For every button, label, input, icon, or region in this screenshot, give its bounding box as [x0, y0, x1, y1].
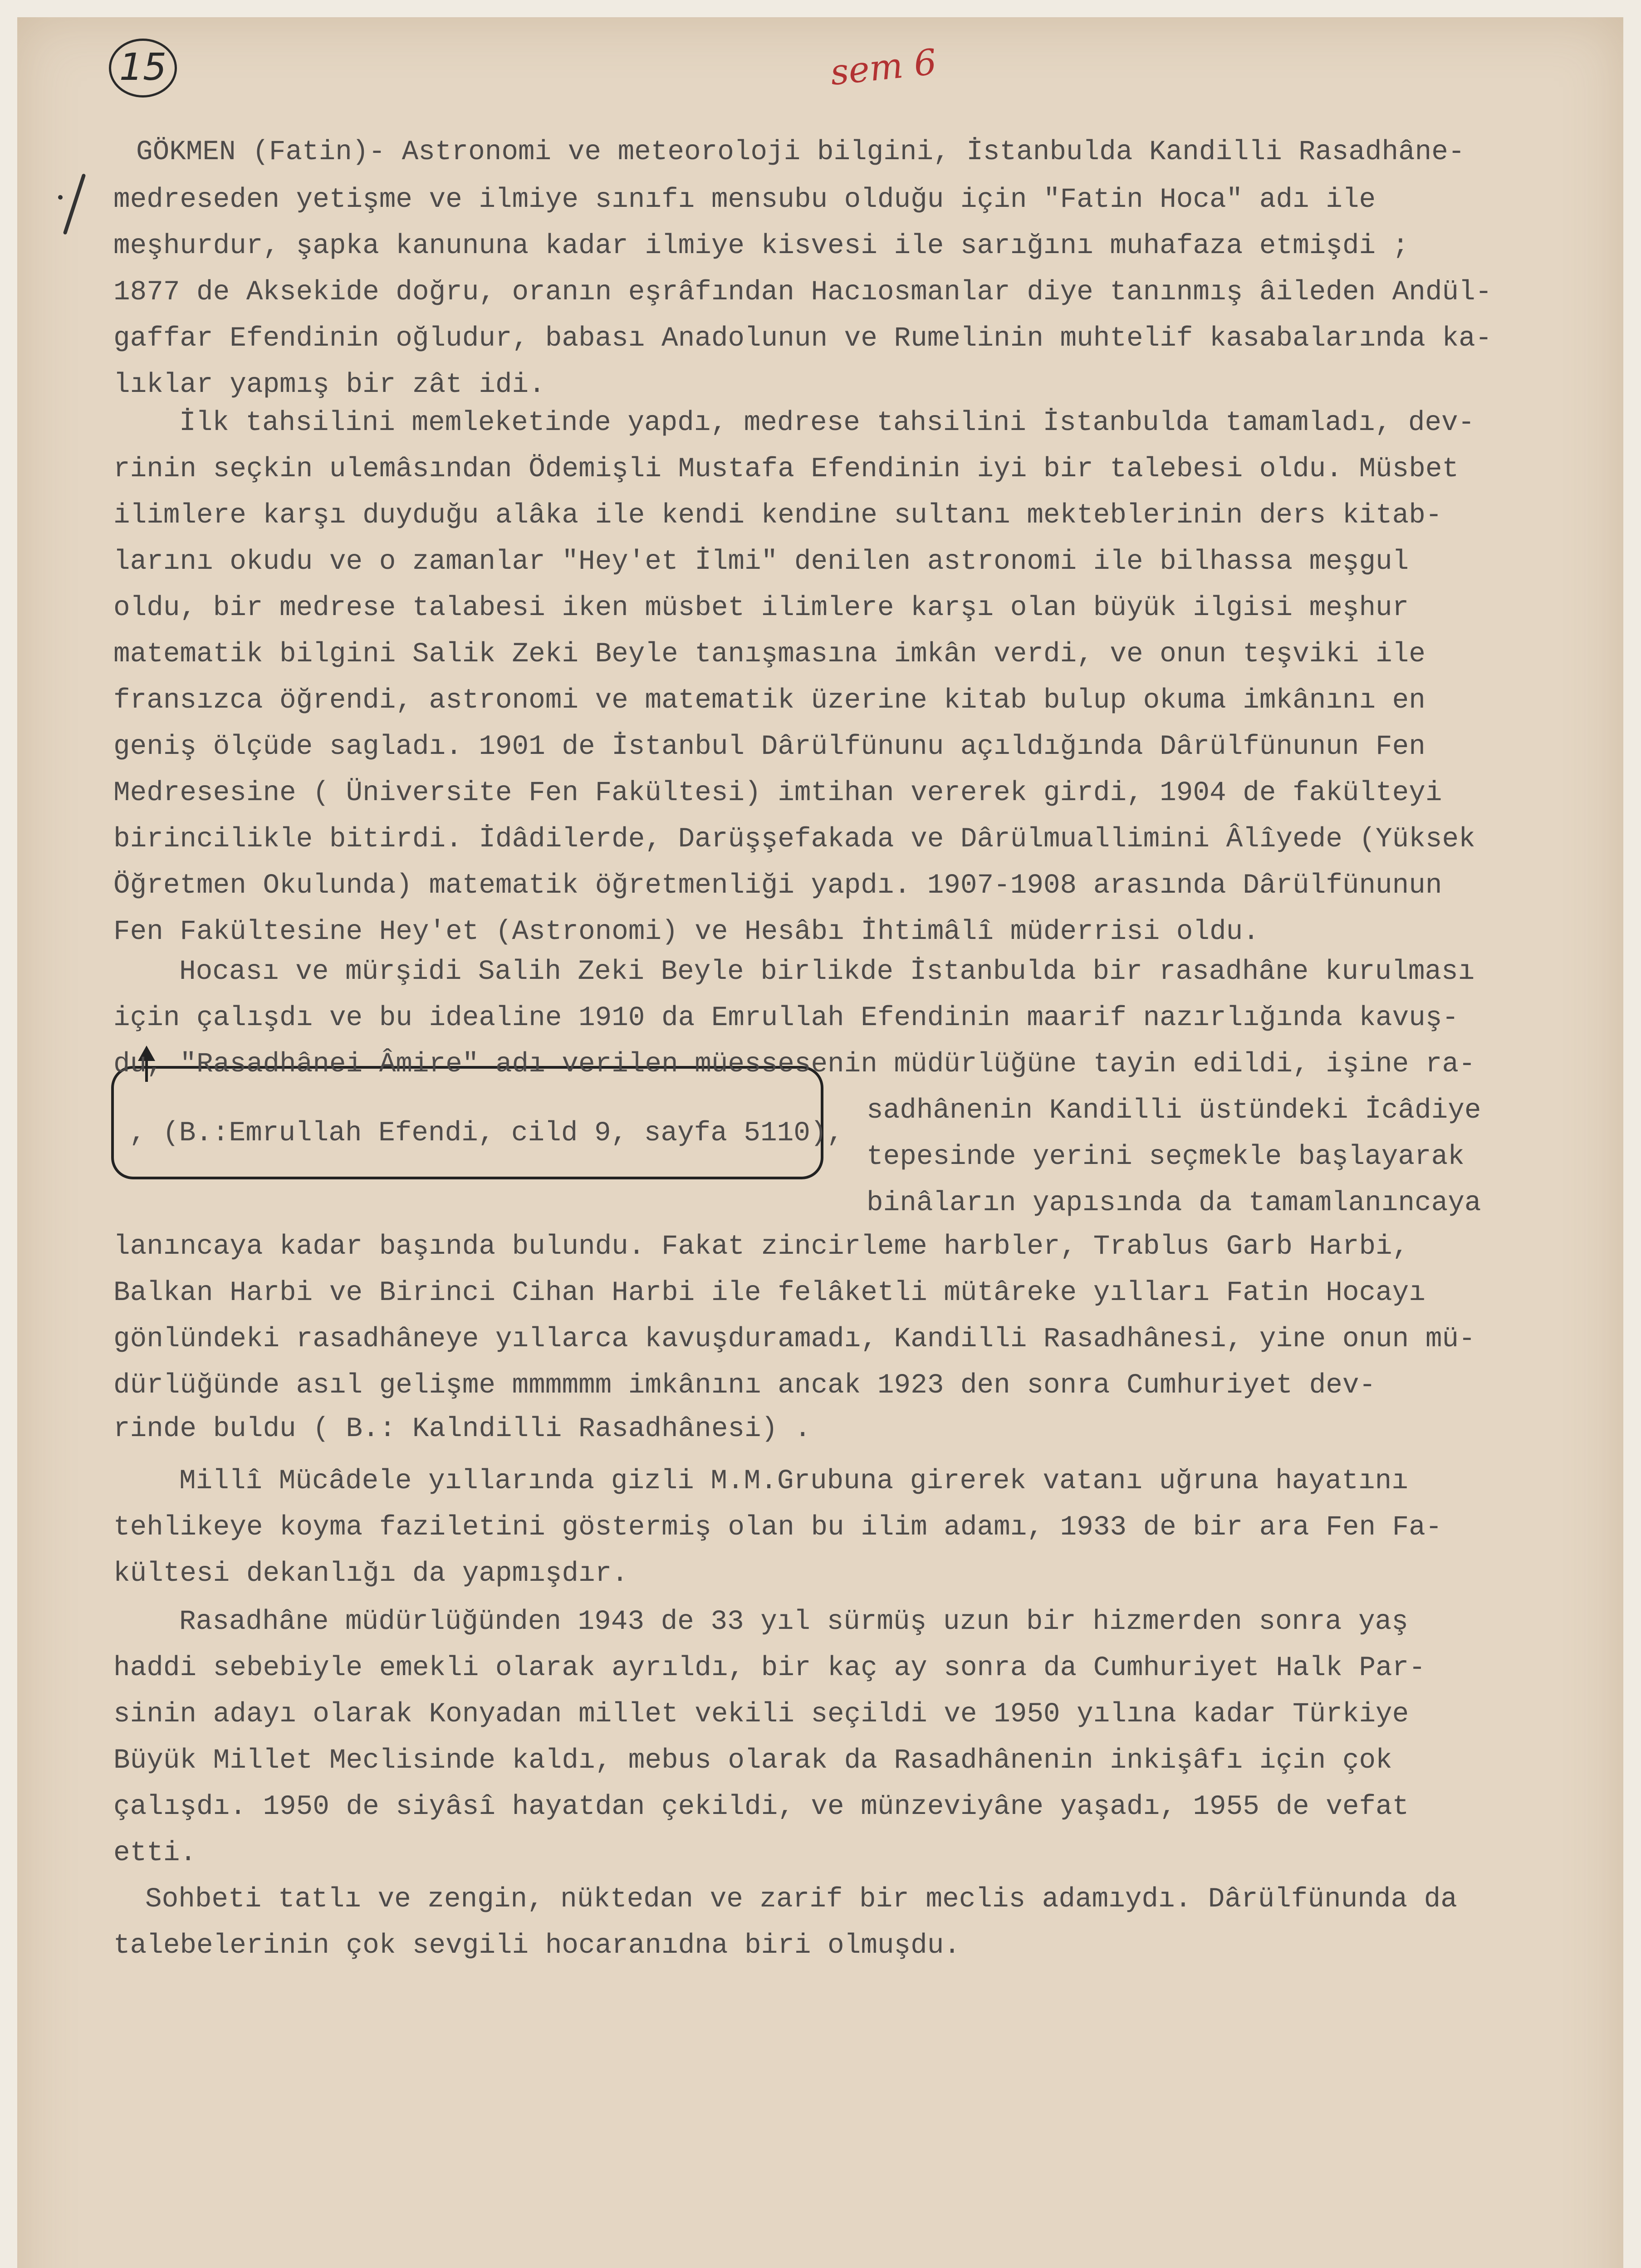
text-line-12: matematik bilgini Salik Zeki Beyle tanışmasına imkân verdi, ve onun teşviki ile	[113, 639, 1425, 670]
text-line-36: Büyük Millet Meclisinde kaldı, mebus olarak da Rasadhânenin inkişâfı için çok	[113, 1745, 1392, 1776]
text-line-5: gaffar Efendinin oğludur, babası Anadolunun ve Rumelinin muhtelif kasabalarında ka-	[113, 323, 1492, 354]
text-line-22: sadhânenin Kandilli üstündeki İcâdiye	[867, 1095, 1481, 1126]
text-line-16: birincilikle bitirdi. İdâdilerde, Darüşşefakada ve Dârülmuallimini Âlîyede (Yüksek	[113, 824, 1475, 855]
text-line-17: Öğretmen Okulunda) matematik öğretmenliği yapdı. 1907-1908 arasında Dârülfünunun	[113, 870, 1442, 901]
text-line-38: etti.	[113, 1838, 197, 1869]
text-line-1: GÖKMEN (Fatin)- Astronomi ve meteoroloji bilgini, İstanbulda Kandilli Rasadhâne-	[136, 137, 1465, 168]
text-line-19: Hocası ve mürşidi Salih Zeki Beyle birlikde İstanbulda bir rasadhâne kurulması	[179, 956, 1475, 987]
text-line-28: dürlüğünde asıl gelişme mmmmmm imkânını ancak 1923 den sonra Cumhuriyet dev-	[113, 1370, 1376, 1401]
text-line-24: binâların yapısında da tamamlanıncaya	[867, 1188, 1481, 1219]
text-line-18: Fen Fakültesine Hey'et (Astronomi) ve Hesâbı İhtimâlî müderrisi oldu.	[113, 916, 1259, 948]
text-line-10: larını okudu ve o zamanlar "Hey'et İlmi" denilen astronomi ile bilhassa meşgul	[113, 546, 1409, 577]
page-number: 15	[109, 39, 177, 98]
text-line-31: tehlikeye koyma faziletini göstermiş olan bu ilim adamı, 1933 de bir ara Fen Fa-	[113, 1512, 1442, 1543]
text-line-20: için çalışdı ve bu idealine 1910 da Emrullah Efendinin maarif nazırlığında kavuş-	[113, 1002, 1459, 1034]
text-line-37: çalışdı. 1950 de siyâsî hayatdan çekildi, ve münzeviyâne yaşadı, 1955 de vefat	[113, 1791, 1409, 1823]
text-line-3: meşhurdur, şapka kanununa kadar ilmiye kisvesi ile sarığını muhafaza etmişdi ;	[113, 230, 1409, 262]
text-line-2: medreseden yetişme ve ilmiye sınıfı mensubu olduğu için "Fatin Hoca" adı ile	[113, 184, 1376, 215]
text-line-6: lıklar yapmış bir zât idi.	[113, 369, 545, 401]
text-line-4: 1877 de Aksekide doğru, oranın eşrâfından Hacıosmanlar diye tanınmış âileden Andül-	[113, 277, 1492, 308]
text-line-8: rinin seçkin ulemâsından Ödemişli Mustafa Efendinin iyi bir talebesi oldu. Müsbet	[113, 454, 1459, 485]
red-handwritten-annotation: sem 6	[828, 41, 939, 94]
text-line-35: sinin adayı olarak Konyadan millet vekili seçildi ve 1950 yılına kadar Türkiye	[113, 1699, 1409, 1730]
reference-note: , (B.:Emrullah Efendi, cild 9, sayfa 5110),	[129, 1118, 844, 1149]
text-line-40: talebelerinin çok sevgili hocaranıdna biri olmuşdu.	[113, 1930, 960, 1961]
text-line-7: İlk tahsilini memleketinde yapdı, medrese tahsilini İstanbulda tamamladı, dev-	[179, 407, 1475, 439]
text-line-39: Sohbeti tatlı ve zengin, nüktedan ve zarif bir meclis adamıydı. Dârülfünunda da	[145, 1884, 1457, 1915]
text-line-15: Medresesine ( Üniversite Fen Fakültesi) imtihan vererek girdi, 1904 de fakülteyi	[113, 777, 1442, 809]
text-line-29: rinde buldu ( B.: Kalndilli Rasadhânesi) .	[113, 1413, 811, 1445]
text-line-14: geniş ölçüde sagladı. 1901 de İstanbul Dârülfünunu açıldığında Dârülfünunun Fen	[113, 731, 1425, 763]
margin-dot-mark	[58, 195, 63, 200]
text-line-34: haddi sebebiyle emekli olarak ayrıldı, bir kaç ay sonra da Cumhuriyet Halk Par-	[113, 1652, 1425, 1684]
text-line-30: Millî Mücâdele yıllarında gizli M.M.Grubuna girerek vatanı uğruna hayatını	[179, 1466, 1408, 1497]
text-line-25: lanıncaya kadar başında bulundu. Fakat zincirleme harbler, Trablus Garb Harbi,	[113, 1231, 1409, 1262]
text-line-26: Balkan Harbi ve Birinci Cihan Harbi ile felâketli mütâreke yılları Fatin Hocayı	[113, 1277, 1425, 1309]
text-line-11: oldu, bir medrese talabesi iken müsbet ilimlere karşı olan büyük ilgisi meşhur	[113, 592, 1409, 624]
text-line-9: ilimlere karşı duyduğu alâka ile kendi kendine sultanı mekteblerinin ders kitab-	[113, 500, 1442, 531]
text-line-23: tepesinde yerini seçmekle başlayarak	[867, 1141, 1465, 1173]
text-line-33: Rasadhâne müdürlüğünden 1943 de 33 yıl sürmüş uzun bir hizmerden sonra yaş	[179, 1606, 1408, 1637]
text-line-13: fransızca öğrendi, astronomi ve matematik üzerine kitab bulup okuma imkânını en	[113, 685, 1425, 716]
text-line-32: kültesi dekanlığı da yapmışdır.	[113, 1558, 628, 1589]
text-line-21: du, "Rasadhânei Âmire" adı verilen müessesenin müdürlüğüne tayin edildi, işine ra-	[113, 1049, 1475, 1080]
text-line-27: gönlündeki rasadhâneye yıllarca kavuşduramadı, Kandilli Rasadhânesi, yine onun mü-	[113, 1324, 1475, 1355]
